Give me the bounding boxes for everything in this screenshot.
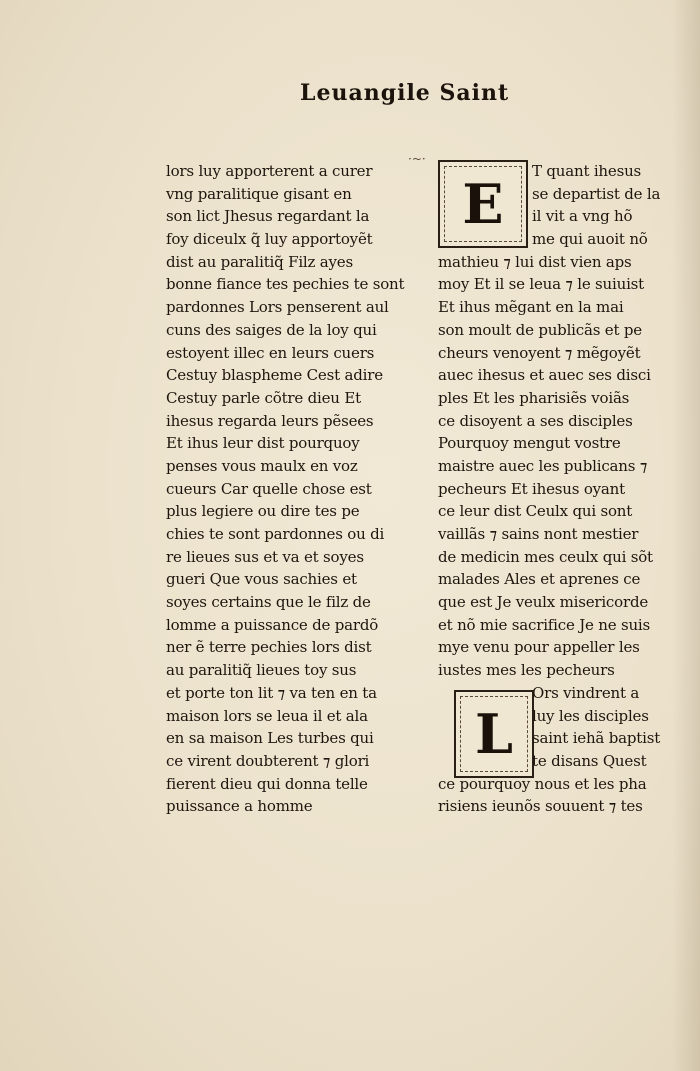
text-line: son lict Jhesus regardant la — [166, 207, 370, 226]
text-line: iustes mes les pecheurs — [438, 661, 615, 680]
text-line: et porte ton lit ⁊ va ten en ta — [166, 683, 377, 702]
text-line: en sa maison Les turbes qui — [166, 729, 374, 748]
text-line: cueurs Car quelle chose est — [166, 479, 372, 498]
text-line: fierent dieu qui donna telle — [166, 774, 368, 793]
text-line: re lieues sus et va et soyes — [166, 547, 364, 566]
text-line: vng paralitique gisant en — [166, 184, 352, 203]
text-line: ihesus regarda leurs pẽsees — [166, 411, 374, 430]
text-line: Pourquoy mengut vostre — [438, 434, 621, 453]
ink-mark: ·~· — [408, 152, 426, 166]
text-line: estoyent illec en leurs cuers — [166, 343, 375, 362]
text-line: Cestuy blaspheme Cest adire — [166, 366, 383, 385]
text-line: luy les disciples — [532, 706, 649, 725]
text-line: lomme a puissance de pardõ — [166, 615, 379, 634]
text-line: et nõ mie sacrifice Je ne suis — [438, 615, 651, 634]
text-line: cuns des saiges de la loy qui — [166, 320, 377, 339]
text-line: de medicin mes ceulx qui sõt — [438, 547, 653, 566]
text-line: ce disoyent a ses disciples — [438, 411, 633, 430]
text-line: ner ẽ terre pechies lors dist — [166, 638, 372, 657]
text-line: penses vous maulx en voz — [166, 456, 358, 475]
text-line: moy Et il se leua ⁊ le suiuist — [438, 275, 644, 294]
text-line: ples Et les pharisiẽs voiãs — [438, 388, 630, 407]
text-line: pardonnes Lors penserent aul — [166, 298, 389, 317]
text-line: lors luy apporterent a curer — [166, 162, 373, 180]
text-line: me qui auoit nõ — [532, 230, 648, 249]
text-line: Ors vindrent a — [532, 683, 640, 702]
text-line: ce pourquoy nous et les pha — [438, 774, 647, 793]
text-line: chies te sont pardonnes ou di — [166, 525, 385, 543]
text-line: auec ihesus et auec ses disci — [438, 366, 651, 385]
text-line: ce leur dist Ceulx qui sont — [438, 502, 633, 521]
left-text-column — [166, 160, 404, 818]
text-line: malades Ales et aprenes ce — [438, 570, 641, 589]
running-title: Leuangile Saint — [300, 80, 510, 106]
initial-letter: L — [475, 702, 513, 766]
text-line: pecheurs Et ihesus oyant — [438, 479, 625, 498]
text-line: gueri Que vous sachies et — [166, 570, 357, 589]
text-line: cheurs venoyent ⁊ mẽgoyẽt — [438, 343, 641, 362]
text-line: Cestuy parle cõtre dieu Et — [166, 388, 361, 407]
text-line: foy diceulx q̃ luy apportoyẽt — [166, 230, 373, 249]
text-line: dist au paralitiq̃ Filz ayes — [166, 252, 353, 271]
text-line: bonne fiance tes pechies te sont — [166, 275, 405, 294]
text-line: mye venu pour appeller les — [438, 638, 640, 657]
right-text-column — [438, 160, 678, 818]
text-line: T quant ihesus — [532, 162, 642, 180]
text-line: maison lors se leua il et ala — [166, 706, 368, 725]
initial-letter: E — [462, 172, 504, 236]
text-line: au paralitiq̃ lieues toy sus — [166, 661, 357, 680]
text-line: vaillãs ⁊ sains nont mestier — [438, 525, 639, 543]
text-line: ce virent doubterent ⁊ glori — [166, 751, 370, 770]
text-line: son moult de publicãs et pe — [438, 320, 642, 339]
text-line: maistre auec les publicans ⁊ — [438, 456, 648, 475]
text-line: plus legiere ou dire tes pe — [166, 502, 360, 521]
text-line: se departist de la — [532, 184, 661, 203]
text-line: Et ihus leur dist pourquoy — [166, 434, 360, 453]
text-line: te disans Quest — [532, 751, 647, 770]
text-line: saint iehã baptist — [532, 729, 661, 748]
text-line: que est Je veulx misericorde — [438, 593, 649, 612]
text-line: puissance a homme — [166, 797, 313, 816]
text-line: risiens ieunõs souuent ⁊ tes — [438, 797, 643, 816]
text-line: il vit a vng hõ — [532, 207, 633, 226]
text-line: mathieu ⁊ lui dist vien aps — [438, 252, 632, 271]
text-line: Et ihus mẽgant en la mai — [438, 298, 624, 317]
text-line: soyes certains que le filz de — [166, 593, 371, 612]
